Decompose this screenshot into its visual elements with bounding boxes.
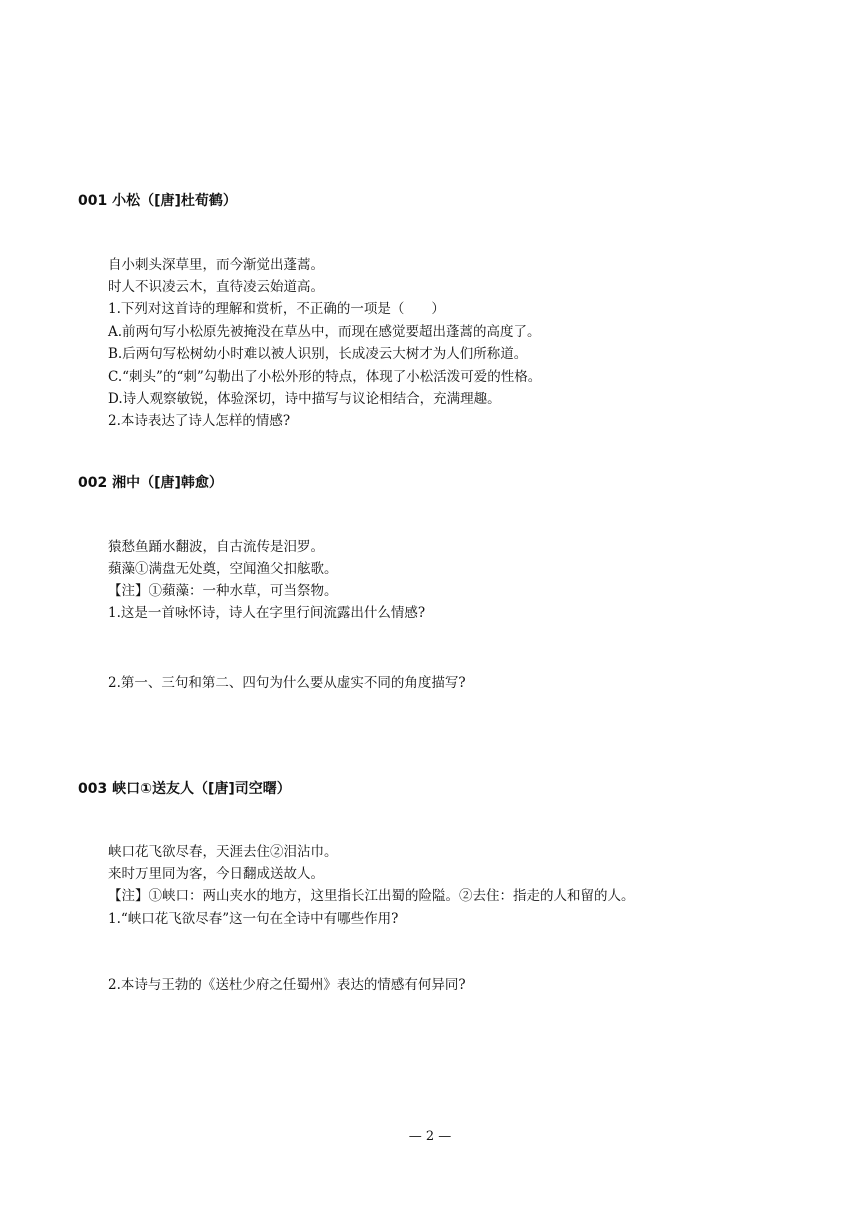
question-1: 1.这是一首咏怀诗，诗人在字里行间流露出什么情感? [108,605,426,621]
poem-heading-001: 001 小松（[唐]杜荀鹤） [78,193,237,209]
page-number: — 2 — [408,1129,452,1144]
question-2: 2.第一、三句和第二、四句为什么要从虚实不同的角度描写? [108,675,466,691]
annotation-note: 【注】①蘋藻：一种水草，可当祭物。 [108,583,338,599]
question-2: 2.本诗表达了诗人怎样的情感? [108,413,291,429]
poem-heading-003: 003 峡口①送友人（[唐]司空曙） [78,781,291,797]
option-b: B.后两句写松树幼小时难以被人识别，长成凌云大树才为人们所称道。 [108,346,528,362]
poem-line: 猿愁鱼踊水翻波，自古流传是汨罗。 [108,539,324,555]
poem-line: 时人不识凌云木，直待凌云始道高。 [108,279,324,295]
poem-line: 自小刺头深草里，而今渐觉出蓬蒿。 [108,257,324,273]
option-a: A.前两句写小松原先被掩没在草丛中，而现在感觉要超出蓬蒿的高度了。 [108,324,541,340]
poem-line: 峡口花飞欲尽春，天涯去住②泪沾巾。 [108,844,338,860]
annotation-note: 【注】①峡口：两山夹水的地方，这里指长江出蜀的险隘。②去住：指走的人和留的人。 [108,888,635,904]
option-c: C.“刺头”的“刺”勾勒出了小松外形的特点，体现了小松活泼可爱的性格。 [108,369,542,385]
poem-line: 蘋藻①满盘无处奠，空闻渔父扣舷歌。 [108,561,338,577]
question-1: 1.“峡口花飞欲尽春”这一句在全诗中有哪些作用? [108,911,399,927]
question-1: 1.下列对这首诗的理解和赏析，不正确的一项是（ ） [108,301,445,317]
option-d: D.诗人观察敏锐，体验深切，诗中描写与议论相结合，充满理趣。 [108,391,501,407]
poem-line: 来时万里同为客，今日翻成送故人。 [108,866,324,882]
question-2: 2.本诗与王勃的《送杜少府之任蜀州》表达的情感有何异同? [108,977,466,993]
poem-heading-002: 002 湘中（[唐]韩愈） [78,475,223,491]
